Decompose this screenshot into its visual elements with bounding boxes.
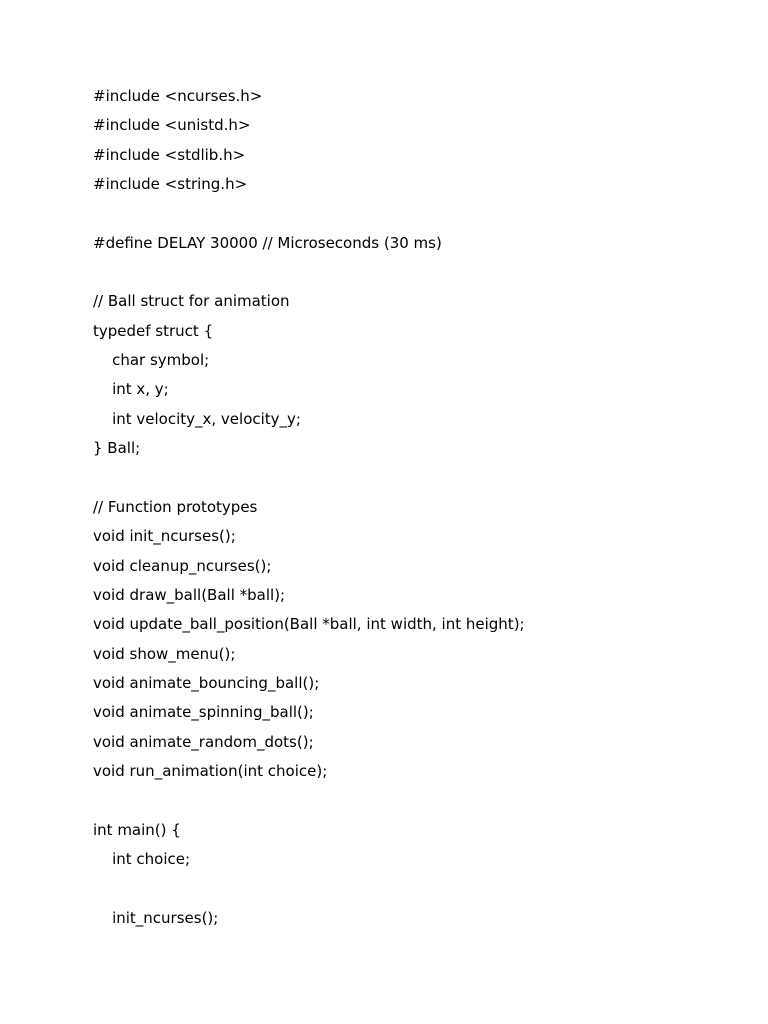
code-line: int main() { [93,820,181,839]
code-line: void update_ball_position(Ball *ball, int width, int height); [93,615,525,634]
code-line: // Ball struct for animation [93,292,290,311]
code-line: typedef struct { [93,321,214,340]
code-line: #include <unistd.h> [93,116,251,135]
code-listing [93,85,733,936]
code-line: } Ball; [93,439,141,458]
blank-line [93,466,733,495]
code-line: void show_menu(); [93,644,236,663]
code-line: void cleanup_ncurses(); [93,556,272,575]
code-line: int x, y; [93,380,169,399]
blank-line [93,877,733,906]
code-line: void init_ncurses(); [93,527,236,546]
code-line: int choice; [93,849,191,868]
code-line: void draw_ball(Ball *ball); [93,585,286,604]
code-line: char symbol; [93,351,210,370]
code-line: void animate_bouncing_ball(); [93,673,320,692]
code-line: int velocity_x, velocity_y; [93,409,301,428]
code-line: #include <stdlib.h> [93,145,246,164]
blank-line [93,202,733,231]
code-line: #include <string.h> [93,175,248,194]
code-line: void animate_random_dots(); [93,732,314,751]
code-line: #define DELAY 30000 // Microseconds (30 ms) [93,233,442,252]
code-line: // Function prototypes [93,497,258,516]
code-line: void run_animation(int choice); [93,761,328,780]
blank-line [93,789,733,818]
code-line: void animate_spinning_ball(); [93,703,314,722]
code-line: init_ncurses(); [93,908,219,927]
code-line: #include <ncurses.h> [93,87,263,105]
blank-line [93,261,733,290]
